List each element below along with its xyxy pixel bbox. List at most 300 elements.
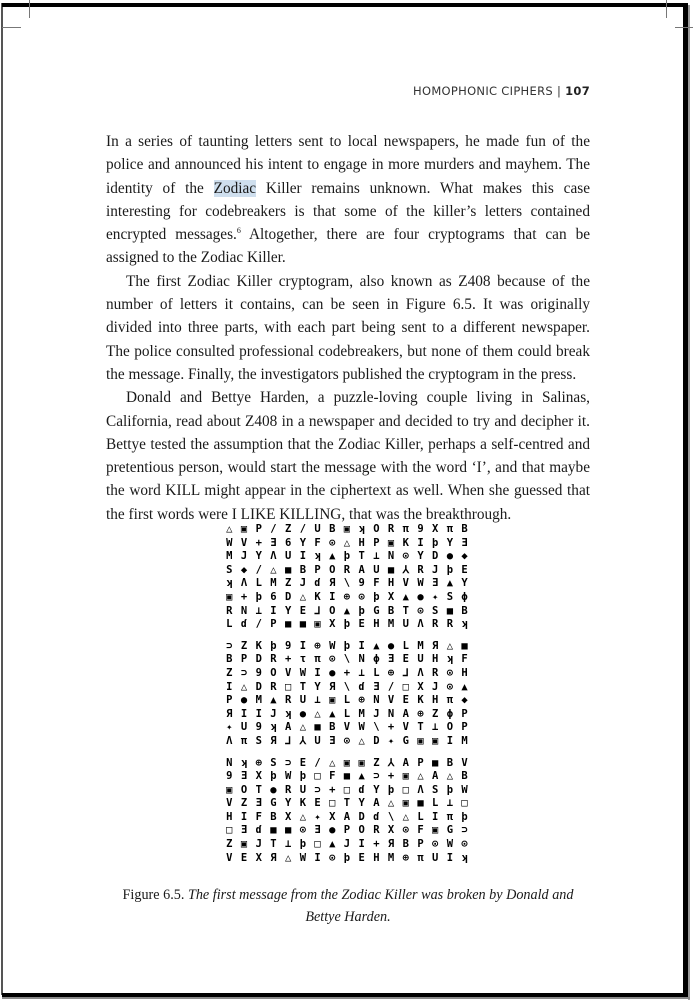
- cipher-symbol: ■: [284, 824, 292, 837]
- cipher-symbol: Y: [417, 550, 424, 563]
- cipher-symbol: A: [402, 756, 409, 769]
- cipher-symbol: I: [255, 707, 262, 720]
- cipher-symbol: D: [358, 810, 365, 823]
- cipher-symbol: B: [226, 653, 233, 666]
- cipher-symbol: U: [299, 694, 307, 707]
- cipher-symbol: þ: [299, 770, 307, 783]
- cipher-symbol: M: [387, 851, 395, 864]
- cipher-symbol: ▲: [329, 550, 336, 563]
- cipher-symbol: ■: [387, 563, 395, 576]
- cipher-row: [222, 618, 472, 632]
- cipher-symbol: ▲: [329, 838, 336, 851]
- cipher-symbol: ʞ: [284, 707, 292, 720]
- cipher-symbol: ʞ: [358, 523, 365, 535]
- cipher-symbol: Λ: [417, 783, 424, 796]
- cipher-symbol: /: [387, 680, 395, 693]
- cipher-symbol: O: [373, 523, 380, 535]
- cipher-symbol: R: [417, 563, 424, 576]
- cipher-symbol: /: [299, 523, 307, 535]
- cipher-symbol: H: [387, 577, 395, 590]
- cipher-symbol: þ: [432, 536, 439, 549]
- cipher-symbol: ▲: [343, 604, 351, 617]
- cipher-symbol: ▣: [240, 523, 248, 535]
- cipher-symbol: R: [270, 680, 277, 693]
- cipher-symbol: △: [226, 523, 233, 535]
- cipher-symbol: π: [446, 694, 454, 707]
- cipher-symbol: ɗ: [314, 577, 321, 590]
- cipher-symbol: τ: [299, 653, 307, 666]
- cipher-symbol: I: [299, 550, 307, 563]
- cipher-symbol: L: [343, 694, 351, 707]
- cipher-symbol: +: [329, 783, 336, 796]
- cipher-symbol: +: [284, 653, 292, 666]
- cipher-symbol: K: [417, 694, 424, 707]
- cipher-symbol: T: [255, 783, 262, 796]
- cipher-symbol: X: [387, 590, 395, 603]
- cipher-row: [222, 708, 472, 722]
- cipher-symbol: ●: [329, 666, 336, 679]
- cipher-symbol: ʞ: [461, 618, 468, 631]
- cipher-symbol: ⊥: [432, 721, 439, 734]
- cipher-symbol: T: [270, 838, 277, 851]
- cipher-image: [222, 523, 472, 865]
- cipher-row: [222, 694, 472, 708]
- cipher-symbol: P: [417, 838, 424, 851]
- cipher-symbol: þ: [387, 783, 395, 796]
- cipher-symbol: Ǝ: [461, 536, 468, 549]
- cipher-symbol: ⊥: [446, 797, 454, 810]
- cipher-row: [222, 735, 472, 749]
- cipher-symbol: L: [255, 577, 262, 590]
- cipher-symbol: ✦: [387, 734, 395, 747]
- cipher-symbol: Y: [358, 797, 365, 810]
- cipher-symbol: E: [402, 694, 409, 707]
- cipher-symbol: O: [329, 604, 336, 617]
- cipher-symbol: ▣: [343, 756, 351, 769]
- cipher-symbol: Y: [461, 577, 468, 590]
- crop-mark-top-right-vertical: [666, 0, 667, 18]
- cipher-symbol: I: [226, 680, 233, 693]
- cipher-row: [222, 577, 472, 591]
- cipher-symbol: ⊙: [402, 824, 409, 837]
- cipher-symbol: Ǝ: [432, 577, 439, 590]
- cipher-symbol: I: [270, 604, 277, 617]
- cipher-symbol: þ: [358, 604, 365, 617]
- cipher-symbol: 9: [255, 666, 262, 679]
- cipher-symbol: ϕ: [373, 653, 380, 666]
- cipher-symbol: V: [226, 851, 233, 864]
- cipher-symbol: △: [402, 810, 409, 823]
- cipher-symbol: ▲: [446, 577, 454, 590]
- cipher-symbol: J: [255, 838, 262, 851]
- cipher-symbol: ɗ: [373, 810, 380, 823]
- cipher-symbol: ●: [240, 694, 248, 707]
- cipher-symbol: ▣: [240, 838, 248, 851]
- text-segment: In a series of taunting letters sent to local newspapers, he made fun of the police and announced his intent to engage in more murders and mayhem. The identity of the: [106, 133, 590, 197]
- cipher-symbol: 9: [284, 639, 292, 652]
- cipher-symbol: ■: [446, 604, 454, 617]
- cipher-symbol: π: [446, 810, 454, 823]
- cipher-row: [222, 564, 472, 578]
- cipher-symbol: W: [358, 721, 365, 734]
- cipher-symbol: ✦: [314, 810, 321, 823]
- cipher-symbol: I: [314, 666, 321, 679]
- cipher-symbol: π: [417, 851, 424, 864]
- cipher-symbol: J: [432, 680, 439, 693]
- cipher-symbol: þ: [343, 851, 351, 864]
- cipher-symbol: I: [240, 810, 248, 823]
- cipher-symbol: I: [446, 734, 454, 747]
- cipher-symbol: D: [255, 653, 262, 666]
- cipher-symbol: ⊃: [373, 770, 380, 783]
- cipher-symbol: I: [446, 851, 454, 864]
- cipher-symbol: ⊕: [387, 666, 395, 679]
- cipher-block-2: [222, 640, 472, 749]
- cipher-symbol: Ǝ: [270, 536, 277, 549]
- cipher-symbol: ⊕: [343, 590, 351, 603]
- cipher-symbol: ɗ: [255, 824, 262, 837]
- cipher-symbol: □: [329, 797, 336, 810]
- cipher-symbol: H: [226, 810, 233, 823]
- cipher-symbol: K: [255, 639, 262, 652]
- cipher-symbol: ʞ: [270, 721, 277, 734]
- cipher-symbol: E: [299, 756, 307, 769]
- cipher-symbol: M: [255, 694, 262, 707]
- page-border-top: [2, 3, 687, 7]
- cipher-symbol: T: [299, 680, 307, 693]
- page-number: 107: [565, 84, 590, 98]
- text-segment: Altogether, there are four cryptograms that can be assigned to the Zodiac Killer.: [106, 226, 591, 267]
- cipher-symbol: S: [432, 783, 439, 796]
- cipher-symbol: þ: [373, 590, 380, 603]
- cipher-symbol: Я: [226, 707, 233, 720]
- cipher-symbol: R: [446, 618, 454, 631]
- cipher-symbol: E: [358, 851, 365, 864]
- cipher-symbol: △: [314, 707, 321, 720]
- cipher-symbol: þ: [255, 590, 262, 603]
- cipher-symbol: U: [417, 653, 424, 666]
- cipher-symbol: Z: [226, 838, 233, 851]
- cipher-symbol: \: [387, 810, 395, 823]
- cipher-symbol: ●: [329, 824, 336, 837]
- cipher-symbol: +: [255, 536, 262, 549]
- cipher-symbol: W: [446, 838, 454, 851]
- cipher-symbol: X: [255, 851, 262, 864]
- cipher-symbol: V: [387, 694, 395, 707]
- cipher-symbol: ◆: [461, 694, 468, 707]
- cipher-symbol: V: [343, 721, 351, 734]
- cipher-symbol: D: [255, 680, 262, 693]
- cipher-symbol: N: [358, 653, 365, 666]
- cipher-symbol: 9: [226, 770, 233, 783]
- cipher-symbol: ɗ: [358, 783, 365, 796]
- cipher-symbol: S: [446, 590, 454, 603]
- cipher-symbol: K: [402, 536, 409, 549]
- cipher-symbol: U: [373, 563, 380, 576]
- cipher-symbol: R: [432, 666, 439, 679]
- cipher-symbol: W: [329, 639, 336, 652]
- cipher-symbol: U: [402, 618, 409, 631]
- cipher-symbol: ■: [299, 618, 307, 631]
- cipher-symbol: O: [270, 666, 277, 679]
- cipher-symbol: U: [299, 783, 307, 796]
- cipher-symbol: E: [240, 851, 248, 864]
- cipher-symbol: ʞ: [226, 577, 233, 590]
- cipher-symbol: R: [432, 618, 439, 631]
- cipher-symbol: L: [343, 707, 351, 720]
- cipher-row: [222, 681, 472, 695]
- cipher-symbol: ⊙: [358, 590, 365, 603]
- cipher-symbol: X: [284, 810, 292, 823]
- cipher-symbol: Z: [284, 577, 292, 590]
- cipher-row: [222, 824, 472, 838]
- footnote-marker[interactable]: 6: [236, 226, 241, 236]
- cipher-symbol: F: [314, 536, 321, 549]
- cipher-symbol: N: [226, 756, 233, 769]
- cipher-symbol: R: [284, 694, 292, 707]
- cipher-symbol: □: [284, 680, 292, 693]
- cipher-symbol: Ǝ: [314, 824, 321, 837]
- highlighted-word[interactable]: Zodiac: [213, 179, 257, 197]
- cipher-symbol: þ: [446, 563, 454, 576]
- cipher-symbol: G: [270, 797, 277, 810]
- page-shadow-right: [688, 5, 690, 1000]
- cipher-symbol: ⊙: [446, 680, 454, 693]
- cipher-symbol: B: [461, 770, 468, 783]
- cipher-symbol: A: [343, 810, 351, 823]
- cipher-symbol: ʞ: [240, 756, 248, 769]
- cipher-symbol: ⊙: [432, 838, 439, 851]
- cipher-symbol: ▣: [358, 756, 365, 769]
- cipher-symbol: ✦: [432, 590, 439, 603]
- cipher-symbol: R: [284, 783, 292, 796]
- running-title: HOMOPHONIC CIPHERS: [413, 84, 553, 98]
- cipher-symbol: U: [240, 721, 248, 734]
- cipher-symbol: K: [299, 797, 307, 810]
- cipher-row: [222, 640, 472, 654]
- cipher-symbol: /: [270, 523, 277, 535]
- cipher-symbol: O: [329, 563, 336, 576]
- cipher-symbol: M: [270, 577, 277, 590]
- cipher-row: [222, 757, 472, 771]
- cipher-row: [222, 523, 472, 537]
- cipher-symbol: Λ: [270, 550, 277, 563]
- cipher-symbol: /: [255, 618, 262, 631]
- cipher-symbol: H: [358, 536, 365, 549]
- cipher-symbol: F: [373, 577, 380, 590]
- cipher-symbol: ▲: [373, 639, 380, 652]
- cipher-symbol: J: [343, 838, 351, 851]
- cipher-symbol: G: [446, 824, 454, 837]
- header-separator: |: [556, 84, 562, 98]
- cipher-symbol: ▲: [461, 680, 468, 693]
- cipher-symbol: ⊙: [343, 734, 351, 747]
- figure-z408-cipher: [222, 523, 472, 873]
- cipher-symbol: W: [417, 577, 424, 590]
- cipher-symbol: ■: [343, 770, 351, 783]
- cipher-symbol: △: [446, 770, 454, 783]
- body-text: [106, 130, 590, 526]
- cipher-symbol: X: [329, 810, 336, 823]
- cipher-symbol: ⊙: [329, 536, 336, 549]
- cipher-symbol: π: [314, 653, 321, 666]
- cipher-symbol: F: [329, 770, 336, 783]
- cipher-symbol: B: [446, 756, 454, 769]
- cipher-symbol: \: [343, 653, 351, 666]
- cipher-symbol: R: [373, 824, 380, 837]
- cipher-symbol: V: [402, 721, 409, 734]
- cipher-symbol: ▣: [343, 523, 351, 535]
- cipher-symbol: /: [314, 756, 321, 769]
- cipher-symbol: Я: [329, 680, 336, 693]
- cipher-symbol: \: [373, 721, 380, 734]
- cipher-symbol: W: [299, 666, 307, 679]
- cipher-symbol: 6: [270, 590, 277, 603]
- cipher-symbol: T: [417, 721, 424, 734]
- cipher-symbol: T: [358, 550, 365, 563]
- cipher-symbol: D: [284, 590, 292, 603]
- cipher-symbol: P: [461, 707, 468, 720]
- cipher-symbol: ⊃: [461, 824, 468, 837]
- cipher-symbol: Λ: [417, 618, 424, 631]
- cipher-symbol: M: [387, 618, 395, 631]
- cipher-symbol: Y: [284, 604, 292, 617]
- cipher-symbol: Ǝ: [240, 770, 248, 783]
- cipher-symbol: Ǝ: [255, 797, 262, 810]
- cipher-symbol: \: [343, 680, 351, 693]
- caption-text: The first message from the Zodiac Killer was broken by Donald and Bettye Harden.: [187, 887, 574, 925]
- cipher-symbol: ⊃: [240, 666, 248, 679]
- cipher-symbol: Ǝ: [373, 680, 380, 693]
- cipher-symbol: U: [314, 523, 321, 535]
- cipher-symbol: G: [402, 734, 409, 747]
- cipher-row: [222, 838, 472, 852]
- cipher-symbol: N: [240, 604, 248, 617]
- cipher-symbol: M: [358, 707, 365, 720]
- cipher-symbol: Я: [329, 577, 336, 590]
- cipher-symbol: R: [387, 523, 395, 535]
- cipher-symbol: þ: [343, 618, 351, 631]
- cipher-symbol: ◆: [240, 563, 248, 576]
- cipher-symbol: R: [343, 563, 351, 576]
- cipher-symbol: ■: [284, 563, 292, 576]
- cipher-symbol: +: [373, 838, 380, 851]
- cipher-symbol: X: [255, 770, 262, 783]
- cipher-symbol: W: [461, 783, 468, 796]
- cipher-symbol: B: [461, 523, 468, 535]
- cipher-symbol: ⅃: [285, 734, 292, 747]
- cipher-symbol: ⅄: [387, 756, 395, 769]
- cipher-symbol: /: [255, 563, 262, 576]
- cipher-symbol: ⊃: [284, 756, 292, 769]
- cipher-symbol: F: [417, 824, 424, 837]
- cipher-symbol: 6: [284, 536, 292, 549]
- cipher-symbol: A: [432, 770, 439, 783]
- cipher-symbol: ▣: [226, 590, 233, 603]
- paragraph: [106, 130, 590, 270]
- cipher-symbol: \: [343, 577, 351, 590]
- cipher-symbol: ⊕: [402, 851, 409, 864]
- cipher-symbol: P: [373, 536, 380, 549]
- cipher-symbol: þ: [270, 639, 277, 652]
- cipher-symbol: 9: [417, 523, 424, 535]
- cipher-symbol: W: [284, 770, 292, 783]
- cipher-row: [222, 605, 472, 619]
- cipher-symbol: L: [417, 810, 424, 823]
- cipher-symbol: L: [373, 666, 380, 679]
- cipher-symbol: U: [284, 550, 292, 563]
- cipher-symbol: Λ: [226, 734, 233, 747]
- cipher-row: [222, 550, 472, 564]
- figure-caption: [106, 884, 590, 928]
- crop-mark-top-right-horizontal: [675, 27, 693, 28]
- cipher-symbol: ■: [461, 639, 468, 652]
- cipher-symbol: B: [270, 810, 277, 823]
- cipher-symbol: ⊥: [255, 604, 262, 617]
- crop-mark-top-left-vertical: [29, 0, 30, 18]
- cipher-symbol: ⊙: [299, 824, 307, 837]
- text-segment: Donald and Bettye Harden, a puzzle-loving couple living in Salinas, California, read about Z408 in a newspaper and decided to try and decipher it. Bettye tested the assumption that the Zodiac Killer, perhaps a self-centred and pretentious person, would start the message with the word ‘I’, and that maybe the word KILL might appear in the ciphertext as well. When she guessed that the first words were I LIKE KILLING, that was the breakthrough.: [106, 389, 590, 523]
- cipher-symbol: G: [373, 604, 380, 617]
- cipher-symbol: ⊃: [226, 639, 233, 652]
- cipher-symbol: ■: [432, 756, 439, 769]
- cipher-symbol: Y: [284, 797, 292, 810]
- cipher-symbol: D: [432, 550, 439, 563]
- crop-mark-top-left-horizontal: [2, 27, 21, 28]
- cipher-symbol: Λ: [417, 666, 424, 679]
- cipher-symbol: Z: [432, 707, 439, 720]
- cipher-symbol: π: [240, 734, 248, 747]
- cipher-symbol: △: [284, 851, 292, 864]
- cipher-symbol: Z: [240, 639, 248, 652]
- cipher-symbol: E: [461, 563, 468, 576]
- cipher-symbol: ●: [270, 783, 277, 796]
- cipher-symbol: P: [417, 756, 424, 769]
- cipher-symbol: X: [417, 680, 424, 693]
- cipher-symbol: O: [358, 824, 365, 837]
- cipher-symbol: ▣: [432, 824, 439, 837]
- cipher-symbol: B: [402, 838, 409, 851]
- cipher-symbol: ▣: [387, 536, 395, 549]
- cipher-symbol: Y: [446, 536, 454, 549]
- cipher-symbol: ʞ: [461, 851, 468, 864]
- cipher-symbol: J: [240, 550, 248, 563]
- cipher-symbol: I: [329, 590, 336, 603]
- cipher-symbol: X: [329, 618, 336, 631]
- cipher-symbol: H: [373, 851, 380, 864]
- cipher-symbol: ɗ: [358, 680, 365, 693]
- cipher-symbol: B: [461, 604, 468, 617]
- cipher-symbol: ▣: [329, 694, 336, 707]
- cipher-symbol: ⊥: [284, 838, 292, 851]
- cipher-symbol: W: [226, 536, 233, 549]
- cipher-symbol: ●: [299, 707, 307, 720]
- cipher-symbol: R: [270, 653, 277, 666]
- cipher-symbol: þ: [299, 838, 307, 851]
- cipher-symbol: ⊕: [314, 639, 321, 652]
- cipher-symbol: Z: [226, 666, 233, 679]
- page-border-left: [1, 3, 3, 995]
- cipher-symbol: S: [226, 563, 233, 576]
- cipher-symbol: P: [314, 563, 321, 576]
- cipher-symbol: I: [417, 536, 424, 549]
- cipher-symbol: L: [226, 618, 233, 631]
- cipher-symbol: △: [446, 639, 454, 652]
- cipher-symbol: Ǝ: [329, 734, 336, 747]
- cipher-symbol: ✦: [226, 721, 233, 734]
- cipher-symbol: ⊃: [314, 783, 321, 796]
- cipher-symbol: J: [270, 707, 277, 720]
